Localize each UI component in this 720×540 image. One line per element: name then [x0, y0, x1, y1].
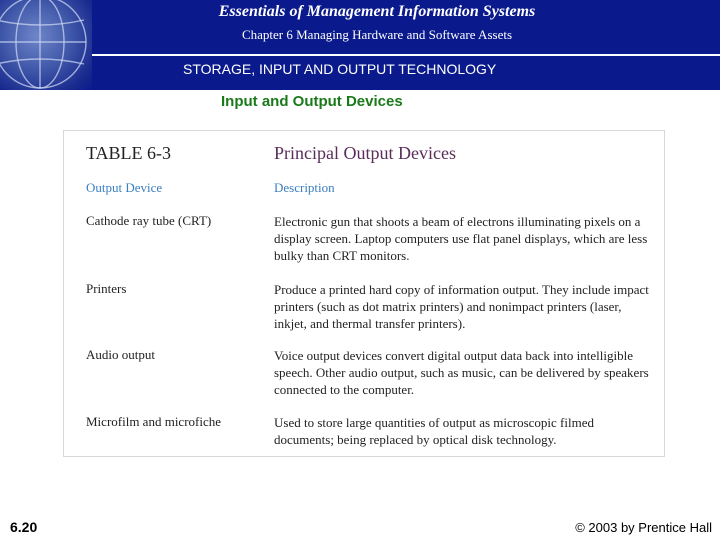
- output-devices-table: [63, 130, 665, 457]
- table-row-device: Printers: [86, 281, 127, 296]
- column-header-device: Output Device: [86, 180, 163, 195]
- table-row-description: Electronic gun that shoots a beam of electrons illuminating pixels on a display screen. Laptop computers use flat panel displays, which are less bulky than CRT monitors.: [274, 214, 648, 263]
- copyright-notice: © 2003 by Prentice Hall: [575, 520, 712, 535]
- slide-header: [0, 0, 720, 90]
- table-row-description: Produce a printed hard copy of information output. They include impact printers (such as dot matrix printers) and nonimpact printers (laser, inkjet, and thermal transfer printers).: [274, 282, 649, 331]
- course-title: Essentials of Management Information Systems: [218, 3, 536, 20]
- table-title: Principal Output Devices: [274, 143, 456, 163]
- table-number: TABLE 6-3: [86, 143, 172, 163]
- table-row-device: Audio output: [86, 347, 155, 362]
- slide-subtitle: Input and Output Devices: [221, 93, 403, 110]
- globe-icon: [0, 0, 92, 90]
- table-row-description: Voice output devices convert digital output data back into intelligible speech. Other audio output, such as music, can be delivered by speakers connected to the computer.: [274, 348, 649, 397]
- chapter-title: Chapter 6 Managing Hardware and Software Assets: [241, 27, 513, 42]
- header-divider: [92, 54, 720, 56]
- table-row-device: Cathode ray tube (CRT): [86, 213, 212, 228]
- section-title: STORAGE, INPUT AND OUTPUT TECHNOLOGY: [183, 61, 497, 77]
- table-row-device: Microfilm and microfiche: [86, 414, 222, 429]
- column-header-description: Description: [274, 180, 335, 195]
- table-row-description: Used to store large quantities of output as microscopic filmed documents; being replaced by optical disk technology.: [274, 415, 594, 447]
- slide-number: 6.20: [10, 519, 38, 535]
